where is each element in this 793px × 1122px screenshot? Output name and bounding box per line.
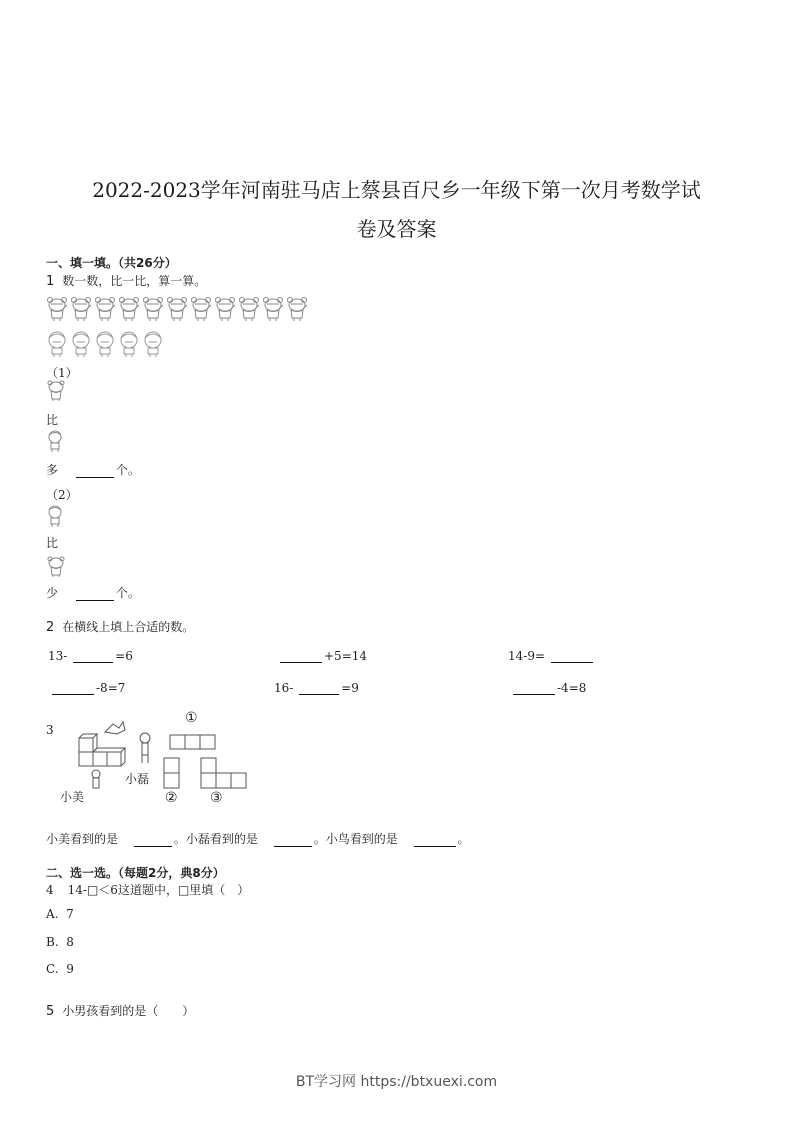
unit: 个。	[115, 463, 140, 477]
answer-blank-xiaolei[interactable]	[274, 834, 312, 847]
document-title-line2: 卷及答案	[356, 217, 437, 241]
part2-answer	[46, 584, 140, 601]
unit: 个。	[115, 586, 140, 600]
bear-icon	[46, 380, 66, 402]
bear-icon	[261, 296, 283, 320]
equation-4: -8=7	[50, 681, 125, 695]
question-1	[46, 272, 206, 289]
answer-blank-bird[interactable]	[414, 834, 456, 847]
view-1-label: ①	[185, 710, 198, 726]
compare-word: 比	[46, 413, 59, 427]
answer-blank[interactable]	[513, 682, 555, 695]
answer-blank[interactable]	[76, 465, 114, 478]
answer-blank[interactable]	[73, 650, 113, 663]
section2-heading: 二、选一选。（每题2分，典8分）	[46, 866, 225, 880]
equation-6: -4=8	[511, 681, 586, 695]
question-5	[46, 1002, 194, 1019]
view-2-label: ②	[165, 790, 178, 806]
bear-icon	[45, 296, 67, 320]
equation-1: 13- =6	[48, 649, 133, 663]
answer-blank[interactable]	[52, 682, 94, 695]
xiaomei-label: 小美	[60, 790, 85, 804]
kid-icon	[141, 330, 163, 354]
question-2	[46, 618, 194, 635]
kid-icon	[93, 330, 115, 354]
part2-label: （2）	[46, 488, 78, 502]
question-number: 3	[46, 723, 54, 737]
equation-5: 16- =9	[274, 681, 359, 695]
document-title-line1: 2022-2023学年河南驻马店上蔡县百尺乡一年级下第一次月考数学试	[92, 178, 701, 202]
bear-icon	[285, 296, 307, 320]
bear-icon	[93, 296, 115, 320]
answer-blank[interactable]	[76, 588, 114, 601]
bear-row	[45, 296, 307, 320]
question-number: 2	[46, 620, 55, 635]
view-3-label: ③	[210, 790, 223, 806]
compare-word: 比	[46, 536, 59, 550]
part1-answer	[46, 461, 140, 478]
question-4	[46, 881, 249, 898]
question-prompt: 小男孩看到的是（ ）	[62, 1004, 195, 1018]
equation-2: +5=14	[278, 649, 367, 663]
bear-icon	[69, 296, 91, 320]
section1-heading: 一、填一填。（共26分）	[46, 256, 177, 270]
question-prompt: 14-□＜6这道题中，□里填（ ）	[67, 883, 250, 897]
answer-blank[interactable]	[280, 650, 322, 663]
question-prompt: 数一数，比一比，算一算。	[62, 274, 207, 288]
bear-icon	[46, 556, 66, 578]
cube-views-figure	[55, 710, 255, 810]
question-prompt: 在横线上填上合适的数。	[62, 620, 195, 634]
kid-icon	[117, 330, 139, 354]
bear-icon	[189, 296, 211, 320]
answer-blank-xiaomei[interactable]	[134, 834, 172, 847]
option-c[interactable]: C. 9	[46, 962, 74, 976]
bear-icon	[117, 296, 139, 320]
bear-icon	[141, 296, 163, 320]
answer-blank[interactable]	[299, 682, 339, 695]
xiaolei-label: 小磊	[125, 772, 150, 786]
equation-3: 14-9=	[508, 649, 595, 663]
result-word: 多	[46, 463, 59, 477]
kid-icon	[46, 505, 64, 527]
bear-icon	[213, 296, 235, 320]
bear-icon	[237, 296, 259, 320]
kid-row	[45, 330, 163, 354]
kid-icon	[69, 330, 91, 354]
footer-watermark: BT学习网 https://btxuexi.com	[295, 1074, 498, 1090]
q3-answer-line: 小美看到的是 。小磊看到的是 。小鸟看到的是 。	[46, 832, 470, 846]
option-a[interactable]: A. 7	[46, 907, 74, 921]
question-number: 1	[46, 274, 55, 289]
question-number: 4	[46, 883, 54, 897]
kid-icon	[46, 430, 64, 452]
result-word: 少	[46, 586, 59, 600]
question-number: 5	[46, 1004, 55, 1019]
option-b[interactable]: B. 8	[46, 935, 74, 949]
part1-label: （1）	[46, 366, 78, 380]
kid-icon	[45, 330, 67, 354]
answer-blank[interactable]	[551, 650, 593, 663]
bear-icon	[165, 296, 187, 320]
